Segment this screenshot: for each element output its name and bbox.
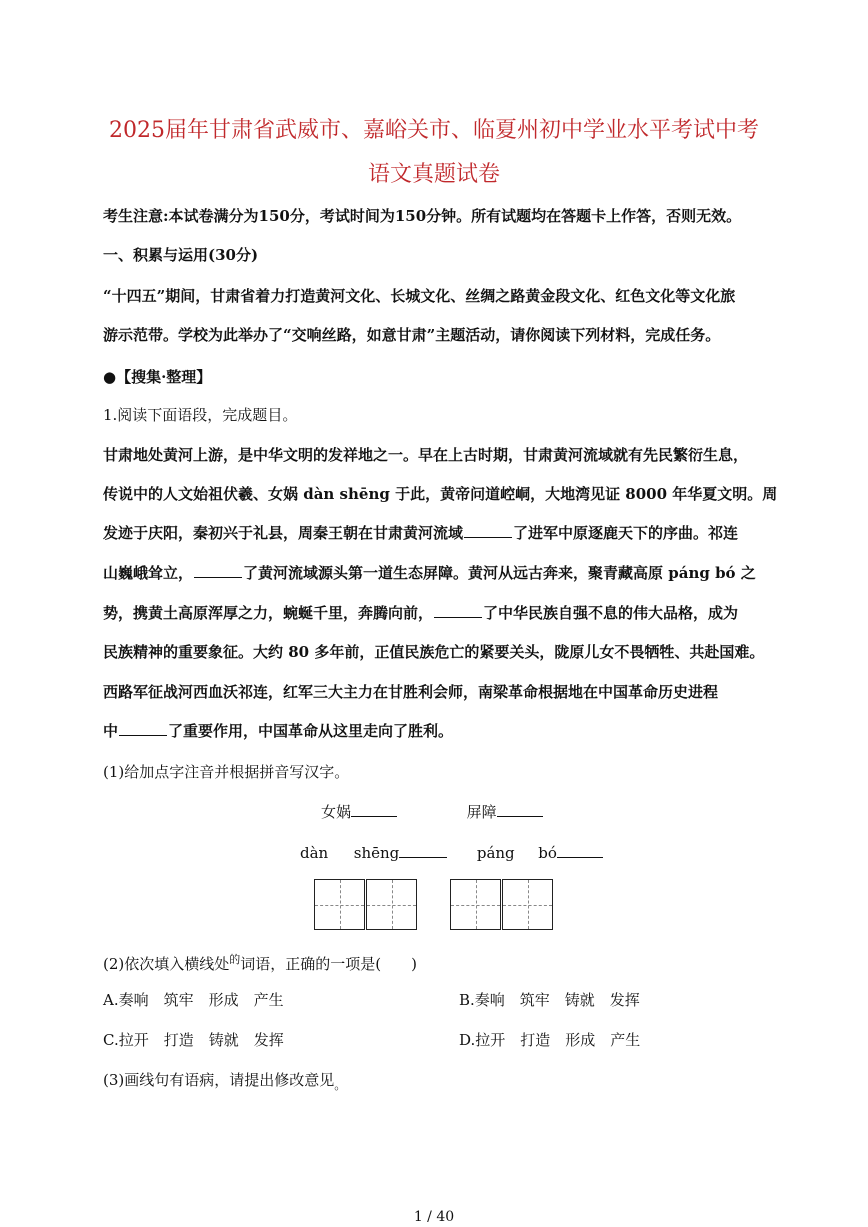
passage-text: 势，携黄土高原浑厚之力，蜿蜒千里，奔腾向前， <box>103 604 434 622</box>
grid-cell[interactable] <box>450 879 501 930</box>
answer-line-4 <box>557 843 603 858</box>
writing-grid-1 <box>314 879 418 931</box>
exam-title-line1: 2025届年甘肃省武威市、嘉峪关市、临夏州初中学业水平考试中考 <box>109 118 759 143</box>
subsection-heading: ●【搜集·整理】 <box>103 368 212 386</box>
word-2: 屏障 <box>466 803 497 821</box>
sub-question-1: (1)给加点字注音并根据拼音写汉字。 <box>103 763 350 781</box>
sub-question-2-char: 的 <box>229 953 241 966</box>
word-row <box>321 802 543 822</box>
intro-line-1: “十四五”期间，甘肃省着力打造黄河文化、长城文化、丝绸之路黄金段文化、红色文化等文化旅 <box>103 287 736 305</box>
grid-cell[interactable] <box>366 879 417 930</box>
sub-question-2-text: (2)依次填入横线处 <box>103 955 230 973</box>
option-a[interactable]: A.奏响 筑牢 形成 产生 <box>103 991 284 1009</box>
passage-text: 了中华民族自强不息的伟大品格，成为 <box>483 604 739 622</box>
page-number: 1 / 40 <box>413 1209 455 1225</box>
section-heading: 一、积累与运用(30分) <box>103 246 259 264</box>
pinyin-row <box>300 843 603 863</box>
grid-cell[interactable] <box>502 879 553 930</box>
pinyin-2b: bó <box>538 844 557 862</box>
pinyin-2a: páng <box>476 844 515 862</box>
writing-grid-2 <box>450 879 554 931</box>
fill-blank-3 <box>434 603 482 618</box>
passage-line-5 <box>103 603 803 623</box>
passage-line-1: 甘肃地处黄河上游，是中华文明的发祥地之一。早在上古时期，甘肃黄河流域就有先民繁衍生息， <box>103 446 749 464</box>
intro-line-2: 游示范带。学校为此举办了“交响丝路，如意甘肃”主题活动，请你阅读下列材料，完成任务。 <box>103 326 721 344</box>
passage-text: 中 <box>103 722 119 740</box>
passage-text: 了黄河流域源头第一道生态屏障。黄河从远古奔来，聚青藏高原 páng bó 之 <box>243 564 756 582</box>
passage-text: 了进军中原逐鹿天下的序曲。祁连 <box>513 524 739 542</box>
option-b[interactable]: B.奏响 筑牢 铸就 发挥 <box>459 991 640 1009</box>
passage-line-4 <box>103 563 803 583</box>
sub-question-2-text: 词语，正确的一项是( ) <box>240 955 417 973</box>
passage-line-2: 传说中的人文始祖伏羲、女娲 dàn shēng 于此，黄帝问道崆峒，大地湾见证 8000 年华夏文明。周 <box>103 485 778 503</box>
sub-question-3 <box>103 1070 803 1095</box>
passage-text: 发迹于庆阳，秦初兴于礼县，周秦王朝在甘肃黄河流域 <box>103 524 464 542</box>
sub-question-3-text: (3)画线句有语病，请提出修改意见 <box>103 1071 335 1089</box>
pinyin-1a: dàn <box>300 844 329 862</box>
word-1: 女娲 <box>321 803 352 821</box>
fill-blank-4 <box>119 721 167 736</box>
fill-blank-2 <box>194 563 242 578</box>
fill-blank-1 <box>464 523 512 538</box>
passage-line-7: 西路军征战河西血沃祁连，红军三大主力在甘胜利会师，南梁革命根据地在中国革命历史进程 <box>103 683 719 701</box>
passage-text: 了重要作用，中国革命从这里走向了胜利。 <box>168 722 454 740</box>
option-c[interactable]: C.拉开 打造 铸就 发挥 <box>103 1031 284 1049</box>
sub-question-2 <box>103 950 803 974</box>
answer-line-2 <box>497 802 543 817</box>
grid-cell[interactable] <box>314 879 365 930</box>
passage-text: 山巍峨耸立， <box>103 564 194 582</box>
passage-line-6: 民族精神的重要象征。大约 80 多年前，正值民族危亡的紧要关头，陇原儿女不畏牺牲、共赴国难。 <box>103 643 765 661</box>
passage-line-8 <box>103 721 803 741</box>
sub-question-3-end: 。 <box>334 1078 347 1092</box>
question-1: 1.阅读下面语段，完成题目。 <box>103 406 298 424</box>
answer-line-1 <box>351 802 397 817</box>
option-d[interactable]: D.拉开 打造 形成 产生 <box>459 1031 641 1049</box>
passage-line-3 <box>103 523 803 543</box>
exam-notice: 考生注意:本试卷满分为150分，考试时间为150分钟。所有试题均在答题卡上作答，否则无效。 <box>103 207 742 225</box>
answer-line-3 <box>399 843 447 858</box>
pinyin-1b: shēng <box>353 844 400 862</box>
exam-title-line2: 语文真题试卷 <box>367 162 500 187</box>
